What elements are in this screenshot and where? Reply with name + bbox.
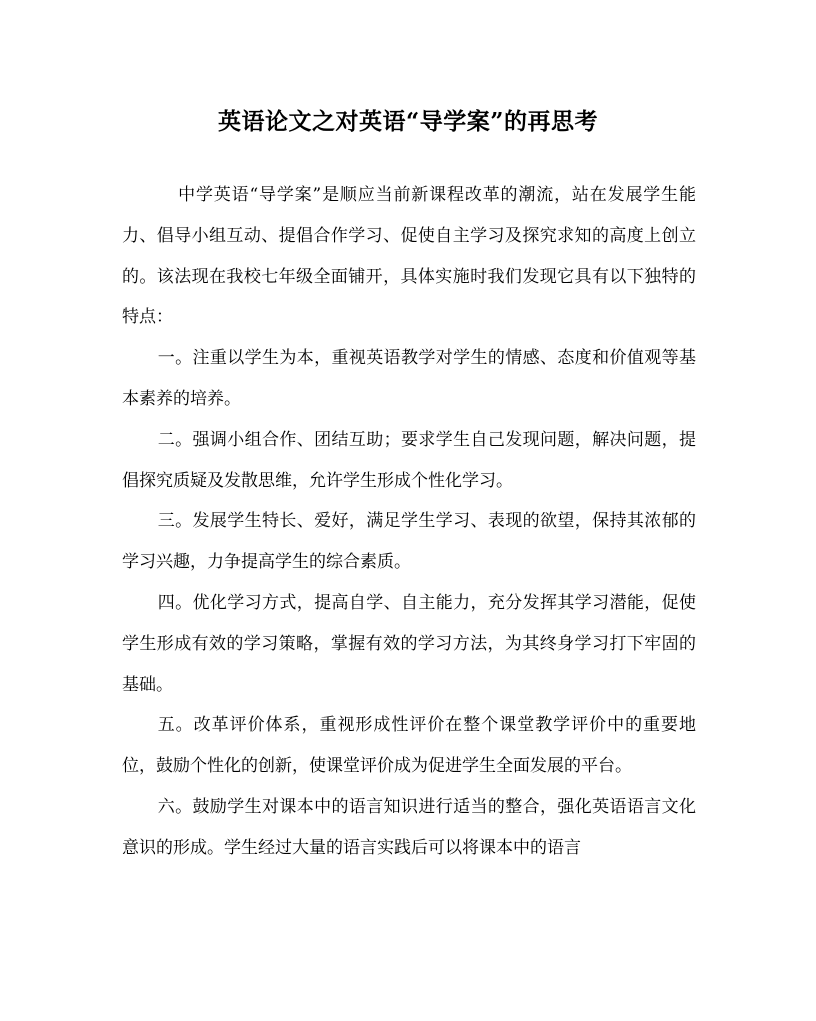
document-title: 英语论文之对英语“导学案”的再思考 bbox=[218, 108, 598, 135]
point-paragraph-3: 三。发展学生特长、爱好，满足学生学习、表现的欲望，保持其浓郁的学习兴趣，力争提高学生的综合素质。 bbox=[122, 511, 696, 573]
point-paragraph-6: 六。鼓励学生对课本中的语言知识进行适当的整合，强化英语语言文化意识的形成。学生经过大量的语言实践后可以将课本中的语言 bbox=[122, 796, 696, 858]
point-paragraph-2: 二。强调小组合作、团结互助；要求学生自己发现问题，解决问题，提倡探究质疑及发散思维，允许学生形成个性化学习。 bbox=[122, 429, 696, 491]
point-paragraph-1: 一。注重以学生为本，重视英语教学对学生的情感、态度和价值观等基本素养的培养。 bbox=[122, 348, 696, 409]
document-body bbox=[122, 175, 696, 869]
point-paragraph-4: 四。优化学习方式，提高自学、自主能力，充分发挥其学习潜能，促使学生形成有效的学习策略，掌握有效的学习方法，为其终身学习打下牢固的基础。 bbox=[122, 592, 696, 695]
point-paragraph-5: 五。改革评价体系，重视形成性评价在整个课堂教学评价中的重要地位，鼓励个性化的创新，使课堂评价成为促进学生全面发展的平台。 bbox=[122, 715, 696, 777]
intro-paragraph: 中学英语“导学案”是顺应当前新课程改革的潮流，站在发展学生能力、倡导小组互动、提倡合作学习、促使自主学习及探究求知的高度上创立的。该法现在我校七年级全面铺开，具体实施时我们发现它具有以下独特的特点： bbox=[122, 185, 696, 328]
